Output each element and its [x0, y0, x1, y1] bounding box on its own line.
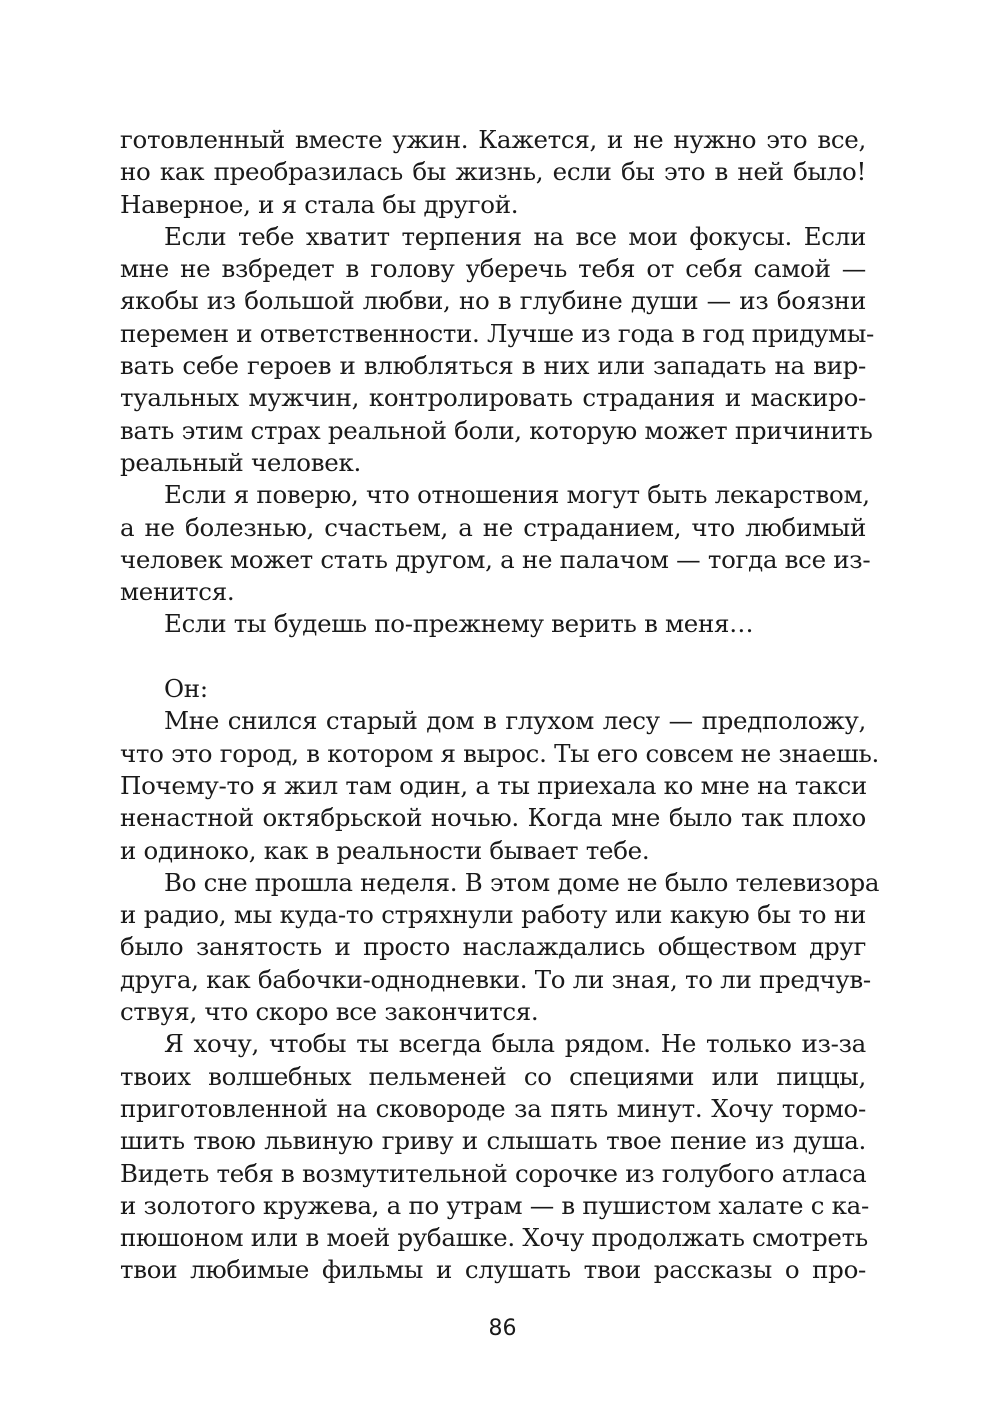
text-line: вать себе героев и влюбляться в них или западать на вир- — [120, 351, 866, 381]
text-line: приготовленной на сковороде за пять минут. Хочу тормо- — [120, 1093, 866, 1123]
text-line: и одиноко, как в реальности бывает тебе. — [120, 835, 650, 865]
text-line: Почему-то я жил там один, а ты приехала ко мне на такси — [120, 770, 867, 800]
text-line: мне не взбредет в голову уберечь тебя от себя самой — — [120, 254, 866, 284]
text-line: человек может стать другом, а не палачом — тогда все из- — [120, 544, 871, 574]
paragraph-start-line: Во сне прошла неделя. В этом доме не было телевизора — [164, 867, 880, 897]
paragraph-start-line: Если тебе хватит терпения на все мои фокусы. Если — [164, 221, 866, 251]
text-line: реальный человек. — [120, 447, 361, 477]
text-line: было занятость и просто наслаждались обществом друг — [120, 932, 866, 962]
text-line: шить твою львиную гриву и слышать твое пение из душа. — [120, 1126, 866, 1156]
text-line: твои любимые фильмы и слушать твои рассказы о про- — [120, 1255, 866, 1285]
text-line: Наверное, и я стала бы другой. — [120, 189, 519, 219]
text-line: готовленный вместе ужин. Кажется, и не нужно это все, — [120, 125, 866, 154]
page-number: 86 — [488, 1316, 517, 1341]
text-line: но как преобразилась бы жизнь, если бы это в ней было! — [120, 157, 866, 187]
text-line: что это город, в котором я вырос. Ты его совсем не знаешь. — [120, 738, 880, 768]
text-line: и радио, мы куда-то стряхнули работу или какую бы то ни — [120, 900, 866, 930]
text-line: Видеть тебя в возмутительной сорочке из голубого атласа — [120, 1158, 867, 1188]
text-line: ненастной октябрьской ночью. Когда мне было так плохо — [120, 803, 866, 833]
body-text — [120, 124, 880, 1287]
text-line: ствуя, что скоро все закончится. — [120, 997, 539, 1027]
text-line: и золотого кружева, а по утрам — в пушистом халате с ка- — [120, 1190, 869, 1220]
text-line: туальных мужчин, контролировать страдания и маскиро- — [120, 383, 866, 413]
text-line: пюшоном или в моей рубашке. Хочу продолжать смотреть — [120, 1223, 868, 1253]
paragraph-start-line: Я хочу, чтобы ты всегда была рядом. Не только из-за — [164, 1029, 866, 1059]
text-line: твоих волшебных пельменей со специями или пиццы, — [120, 1061, 866, 1091]
text-line: менится. — [120, 577, 235, 607]
text-line: а не болезнью, счастьем, а не страданием, что любимый — [120, 512, 866, 542]
text-line: друга, как бабочки-однодневки. То ли зная, то ли предчув- — [120, 964, 871, 994]
text-line: вать этим страх реальной боли, которую может причинить — [120, 415, 873, 445]
paragraph-start-line: Если я поверю, что отношения могут быть лекарством, — [164, 480, 870, 510]
blank-line — [120, 641, 866, 673]
speaker-label: Он: — [164, 674, 208, 704]
paragraph-start-line: Мне снился старый дом в глухом лесу — предположу, — [164, 706, 866, 736]
paragraph-start-line: Если ты будешь по-прежнему верить в меня… — [164, 609, 754, 639]
text-line: перемен и ответственности. Лучше из года в год придумы- — [120, 318, 874, 348]
text-line: якобы из большой любви, но в глубине души — из боязни — [120, 286, 866, 316]
